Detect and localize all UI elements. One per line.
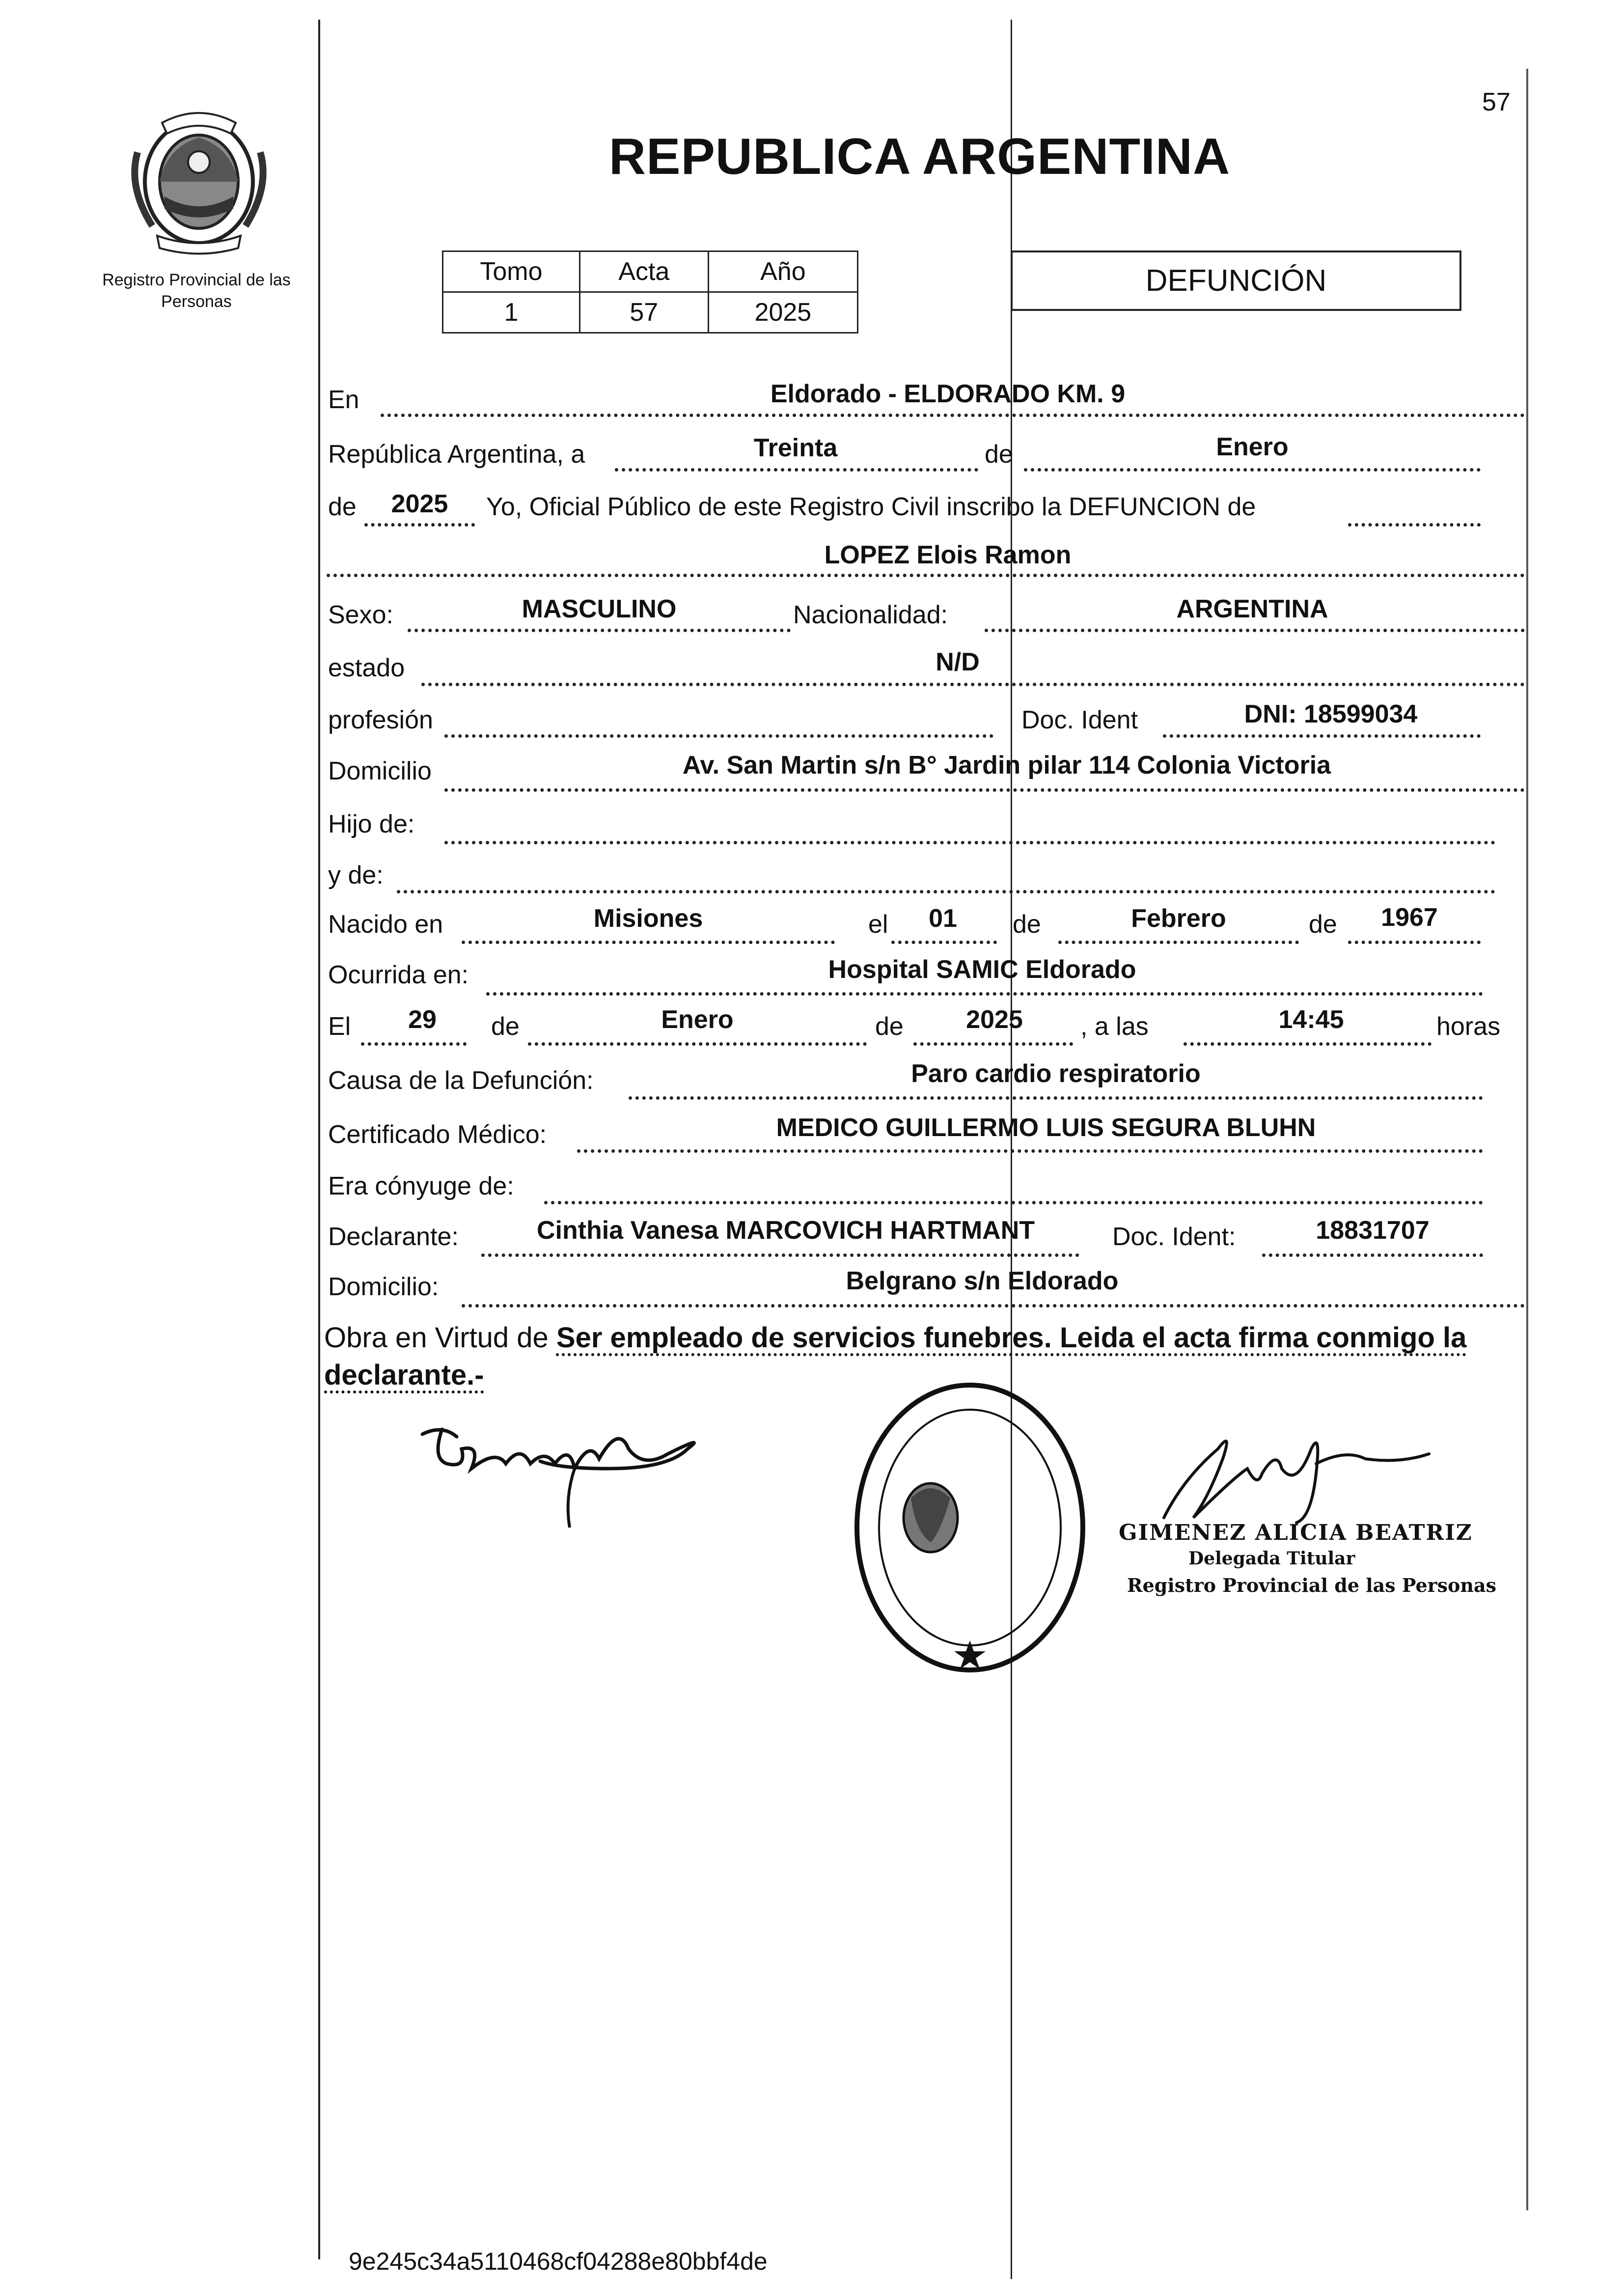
domicilio-value: Av. San Martin s/n B° Jardin pilar 114 Colonia Victoria <box>682 751 1331 779</box>
dotted-line <box>421 683 1525 686</box>
decl-domicilio-value: Belgrano s/n Eldorado <box>846 1267 1119 1295</box>
header-anio: Año <box>708 251 857 292</box>
dotted-line <box>629 1096 1483 1100</box>
misiones-seal-logo <box>123 103 275 255</box>
dotted-line <box>1262 1253 1483 1257</box>
decl-doc-label: Doc. Ident: <box>1112 1223 1236 1251</box>
dotted-line <box>444 734 993 738</box>
nac-de-label: de <box>1013 910 1041 939</box>
nac-dia-value: 01 <box>929 904 957 933</box>
dotted-line <box>481 1253 1079 1257</box>
de-label: de <box>985 440 1013 469</box>
dotted-line <box>1348 941 1481 944</box>
dotted-line <box>913 1042 1073 1046</box>
table-header-row <box>443 251 858 292</box>
doc-ident-value: DNI: 18599034 <box>1244 700 1418 728</box>
dotted-line <box>327 574 1525 577</box>
hora-value: 14:45 <box>1278 1005 1344 1034</box>
dotted-line <box>444 788 1525 792</box>
sexo-label: Sexo: <box>328 601 393 629</box>
nac-anio-value: 1967 <box>1381 903 1438 932</box>
lugar-value: Eldorado - ELDORADO KM. 9 <box>770 380 1126 408</box>
dotted-line <box>1184 1042 1431 1046</box>
certificado-label: Certificado Médico: <box>328 1120 547 1149</box>
y-de-label: y de: <box>328 861 384 890</box>
dia-texto-value: Treinta <box>753 434 838 462</box>
nacionalidad-label: Nacionalidad: <box>793 601 948 629</box>
registry-name: Registro Provincial de las Personas <box>102 271 291 311</box>
left-margin-line <box>318 20 320 2259</box>
dotted-line <box>364 523 475 527</box>
document-hash: 9e245c34a5110468cf04288e80bbf4de <box>349 2248 768 2275</box>
dotted-line <box>397 890 1495 893</box>
declarant-signature <box>413 1415 717 1552</box>
dotted-line <box>381 414 1525 417</box>
profesion-label: profesión <box>328 706 433 734</box>
dotted-line <box>1058 941 1299 944</box>
decl-doc-value: 18831707 <box>1316 1216 1430 1245</box>
mes-value: Enero <box>1216 433 1289 461</box>
dotted-line <box>577 1149 1483 1153</box>
dotted-line <box>985 629 1525 632</box>
conyuge-label: Era cónyuge de: <box>328 1172 514 1200</box>
header-acta: Acta <box>579 251 708 292</box>
declarante-label: Declarante: <box>328 1223 459 1251</box>
domicilio-label: Domicilio <box>328 757 432 785</box>
estado-label: estado <box>328 654 405 682</box>
official-stamp <box>847 1375 1093 1680</box>
def-de-label: de <box>491 1012 520 1041</box>
causa-value: Paro cardio respiratorio <box>911 1059 1201 1088</box>
dotted-line <box>528 1042 867 1046</box>
estado-value: N/D <box>936 648 980 676</box>
def-mes-value: Enero <box>661 1005 734 1034</box>
page-number: 57 <box>1482 88 1511 116</box>
nac-mes-value: Febrero <box>1131 904 1226 933</box>
value-anio: 2025 <box>708 292 857 333</box>
dotted-line <box>486 992 1483 996</box>
el2-label: El <box>328 1012 351 1041</box>
republica-label: República Argentina, a <box>328 440 585 469</box>
dotted-line <box>1163 734 1481 738</box>
dotted-line <box>891 941 997 944</box>
dotted-line <box>615 468 978 472</box>
decl-domicilio-label: Domicilio: <box>328 1273 439 1301</box>
dotted-line <box>462 941 835 944</box>
hijo-de-label: Hijo de: <box>328 810 415 838</box>
official-name: GIMENEZ ALICIA BEATRIZ <box>1119 1520 1473 1545</box>
def-de2-label: de <box>875 1012 904 1041</box>
value-tomo: 1 <box>443 292 580 333</box>
causa-label: Causa de la Defunción: <box>328 1066 594 1095</box>
dotted-line <box>544 1201 1483 1204</box>
right-margin-line <box>1526 69 1528 2210</box>
a-las-label: , a las <box>1080 1012 1149 1041</box>
doc-ident-label: Doc. Ident <box>1021 706 1138 734</box>
ocurrida-label: Ocurrida en: <box>328 961 469 989</box>
oficial-text: Yo, Oficial Público de este Registro Civil inscribo la DEFUNCION de <box>486 493 1256 521</box>
el-label: el <box>868 910 888 939</box>
nacido-en-label: Nacido en <box>328 910 443 939</box>
nac-de2-label: de <box>1309 910 1337 939</box>
page-title: REPUBLICA ARGENTINA <box>609 128 1231 185</box>
sexo-value: MASCULINO <box>522 595 677 623</box>
def-anio-value: 2025 <box>966 1005 1023 1034</box>
header-tomo: Tomo <box>443 251 580 292</box>
ocurrida-value: Hospital SAMIC Eldorado <box>828 955 1136 984</box>
official-office: Registro Provincial de las Personas <box>1127 1574 1497 1596</box>
record-number-table <box>442 250 858 334</box>
official-signature <box>1134 1419 1439 1532</box>
de2-label: de <box>328 493 357 521</box>
dotted-line <box>462 1304 1525 1307</box>
obra-label: Obra en Virtud de <box>324 1322 549 1354</box>
record-type-box: DEFUNCIÓN <box>1011 250 1461 311</box>
dotted-line <box>361 1042 467 1046</box>
dotted-line <box>408 629 791 632</box>
dotted-line <box>444 841 1495 844</box>
obra-text: Ser empleado de servicios funebres. Leida el acta firma conmigo la declarante.- <box>324 1322 1467 1391</box>
nacido-en-value: Misiones <box>593 904 703 933</box>
en-label: En <box>328 386 359 414</box>
table-value-row <box>443 292 858 333</box>
dotted-line <box>1348 523 1481 527</box>
horas-label: horas <box>1436 1012 1501 1041</box>
nacionalidad-value: ARGENTINA <box>1176 595 1328 623</box>
official-role: Delegada Titular <box>1188 1548 1355 1569</box>
anio-value: 2025 <box>391 490 448 518</box>
value-acta: 57 <box>579 292 708 333</box>
declarante-value: Cinthia Vanesa MARCOVICH HARTMANT <box>536 1216 1035 1245</box>
dotted-line <box>1024 468 1481 472</box>
def-dia-value: 29 <box>408 1005 437 1034</box>
fallecido-name: LOPEZ Elois Ramon <box>824 541 1072 569</box>
certificado-value: MEDICO GUILLERMO LUIS SEGURA BLUHN <box>776 1113 1316 1142</box>
